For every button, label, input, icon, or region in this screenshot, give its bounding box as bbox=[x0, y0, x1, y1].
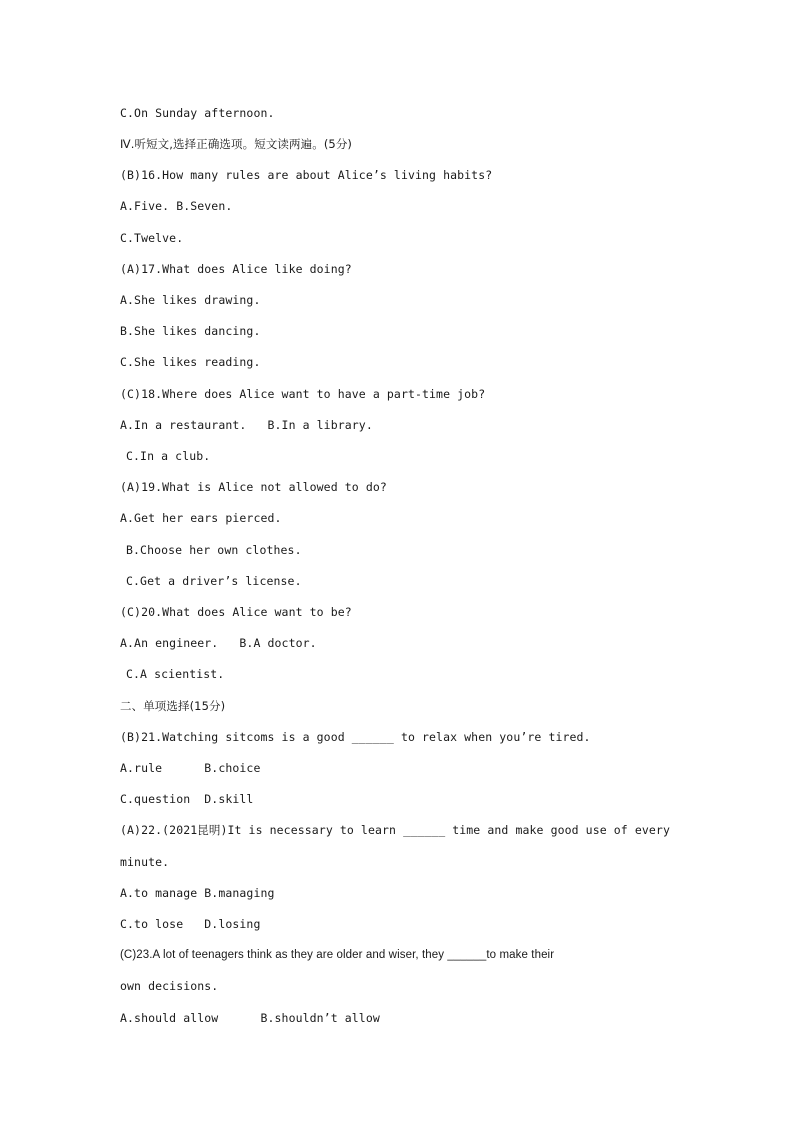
option-a-q19: A.Get her ears pierced. bbox=[120, 511, 282, 525]
section-two-heading: 二、单项选择(15分) bbox=[120, 699, 226, 713]
option-b-q17: B.She likes dancing. bbox=[120, 324, 261, 338]
options-ab-q23: A.should allow B.shouldn’t allow bbox=[120, 1011, 380, 1025]
options-ab-q20: A.An engineer. B.A doctor. bbox=[120, 636, 317, 650]
option-c-q15: C.On Sunday afternoon. bbox=[120, 106, 275, 120]
question-20: (C)20.What does Alice want to be? bbox=[120, 605, 352, 619]
options-ab-q22: A.to manage B.managing bbox=[120, 886, 275, 900]
option-c-q20: C.A scientist. bbox=[126, 667, 225, 681]
question-23-continued: own decisions. bbox=[120, 979, 219, 993]
option-c-q18: C.In a club. bbox=[126, 449, 211, 463]
options-ab-q18: A.In a restaurant. B.In a library. bbox=[120, 418, 373, 432]
question-22-continued: minute. bbox=[120, 855, 170, 869]
options-ab-q21: A.rule B.choice bbox=[120, 761, 261, 775]
option-c-q19: C.Get a driver’s license. bbox=[126, 574, 302, 588]
question-23: (C)23.A lot of teenagers think as they are older and wiser, they ______to make their bbox=[120, 949, 555, 961]
options-cd-q21: C.question D.skill bbox=[120, 792, 254, 806]
question-19: (A)19.What is Alice not allowed to do? bbox=[120, 480, 387, 494]
question-21: (B)21.Watching sitcoms is a good ______ to relax when you’re tired. bbox=[120, 730, 591, 744]
option-a-q17: A.She likes drawing. bbox=[120, 293, 261, 307]
options-cd-q22: C.to lose D.losing bbox=[120, 917, 261, 931]
option-c-q17: C.She likes reading. bbox=[120, 355, 261, 369]
options-ab-q16: A.Five. B.Seven. bbox=[120, 199, 233, 213]
question-16: (B)16.How many rules are about Alice’s living habits? bbox=[120, 168, 493, 182]
question-18: (C)18.Where does Alice want to have a part-time job? bbox=[120, 387, 486, 401]
option-b-q19: B.Choose her own clothes. bbox=[126, 543, 302, 557]
question-17: (A)17.What does Alice like doing? bbox=[120, 262, 352, 276]
option-c-q16: C.Twelve. bbox=[120, 231, 184, 245]
section-iv-heading: Ⅳ.听短文,选择正确选项。短文读两遍。(5分) bbox=[120, 137, 353, 151]
question-22: (A)22.(2021昆明)It is necessary to learn ______ time and make good use of every bbox=[120, 823, 670, 837]
